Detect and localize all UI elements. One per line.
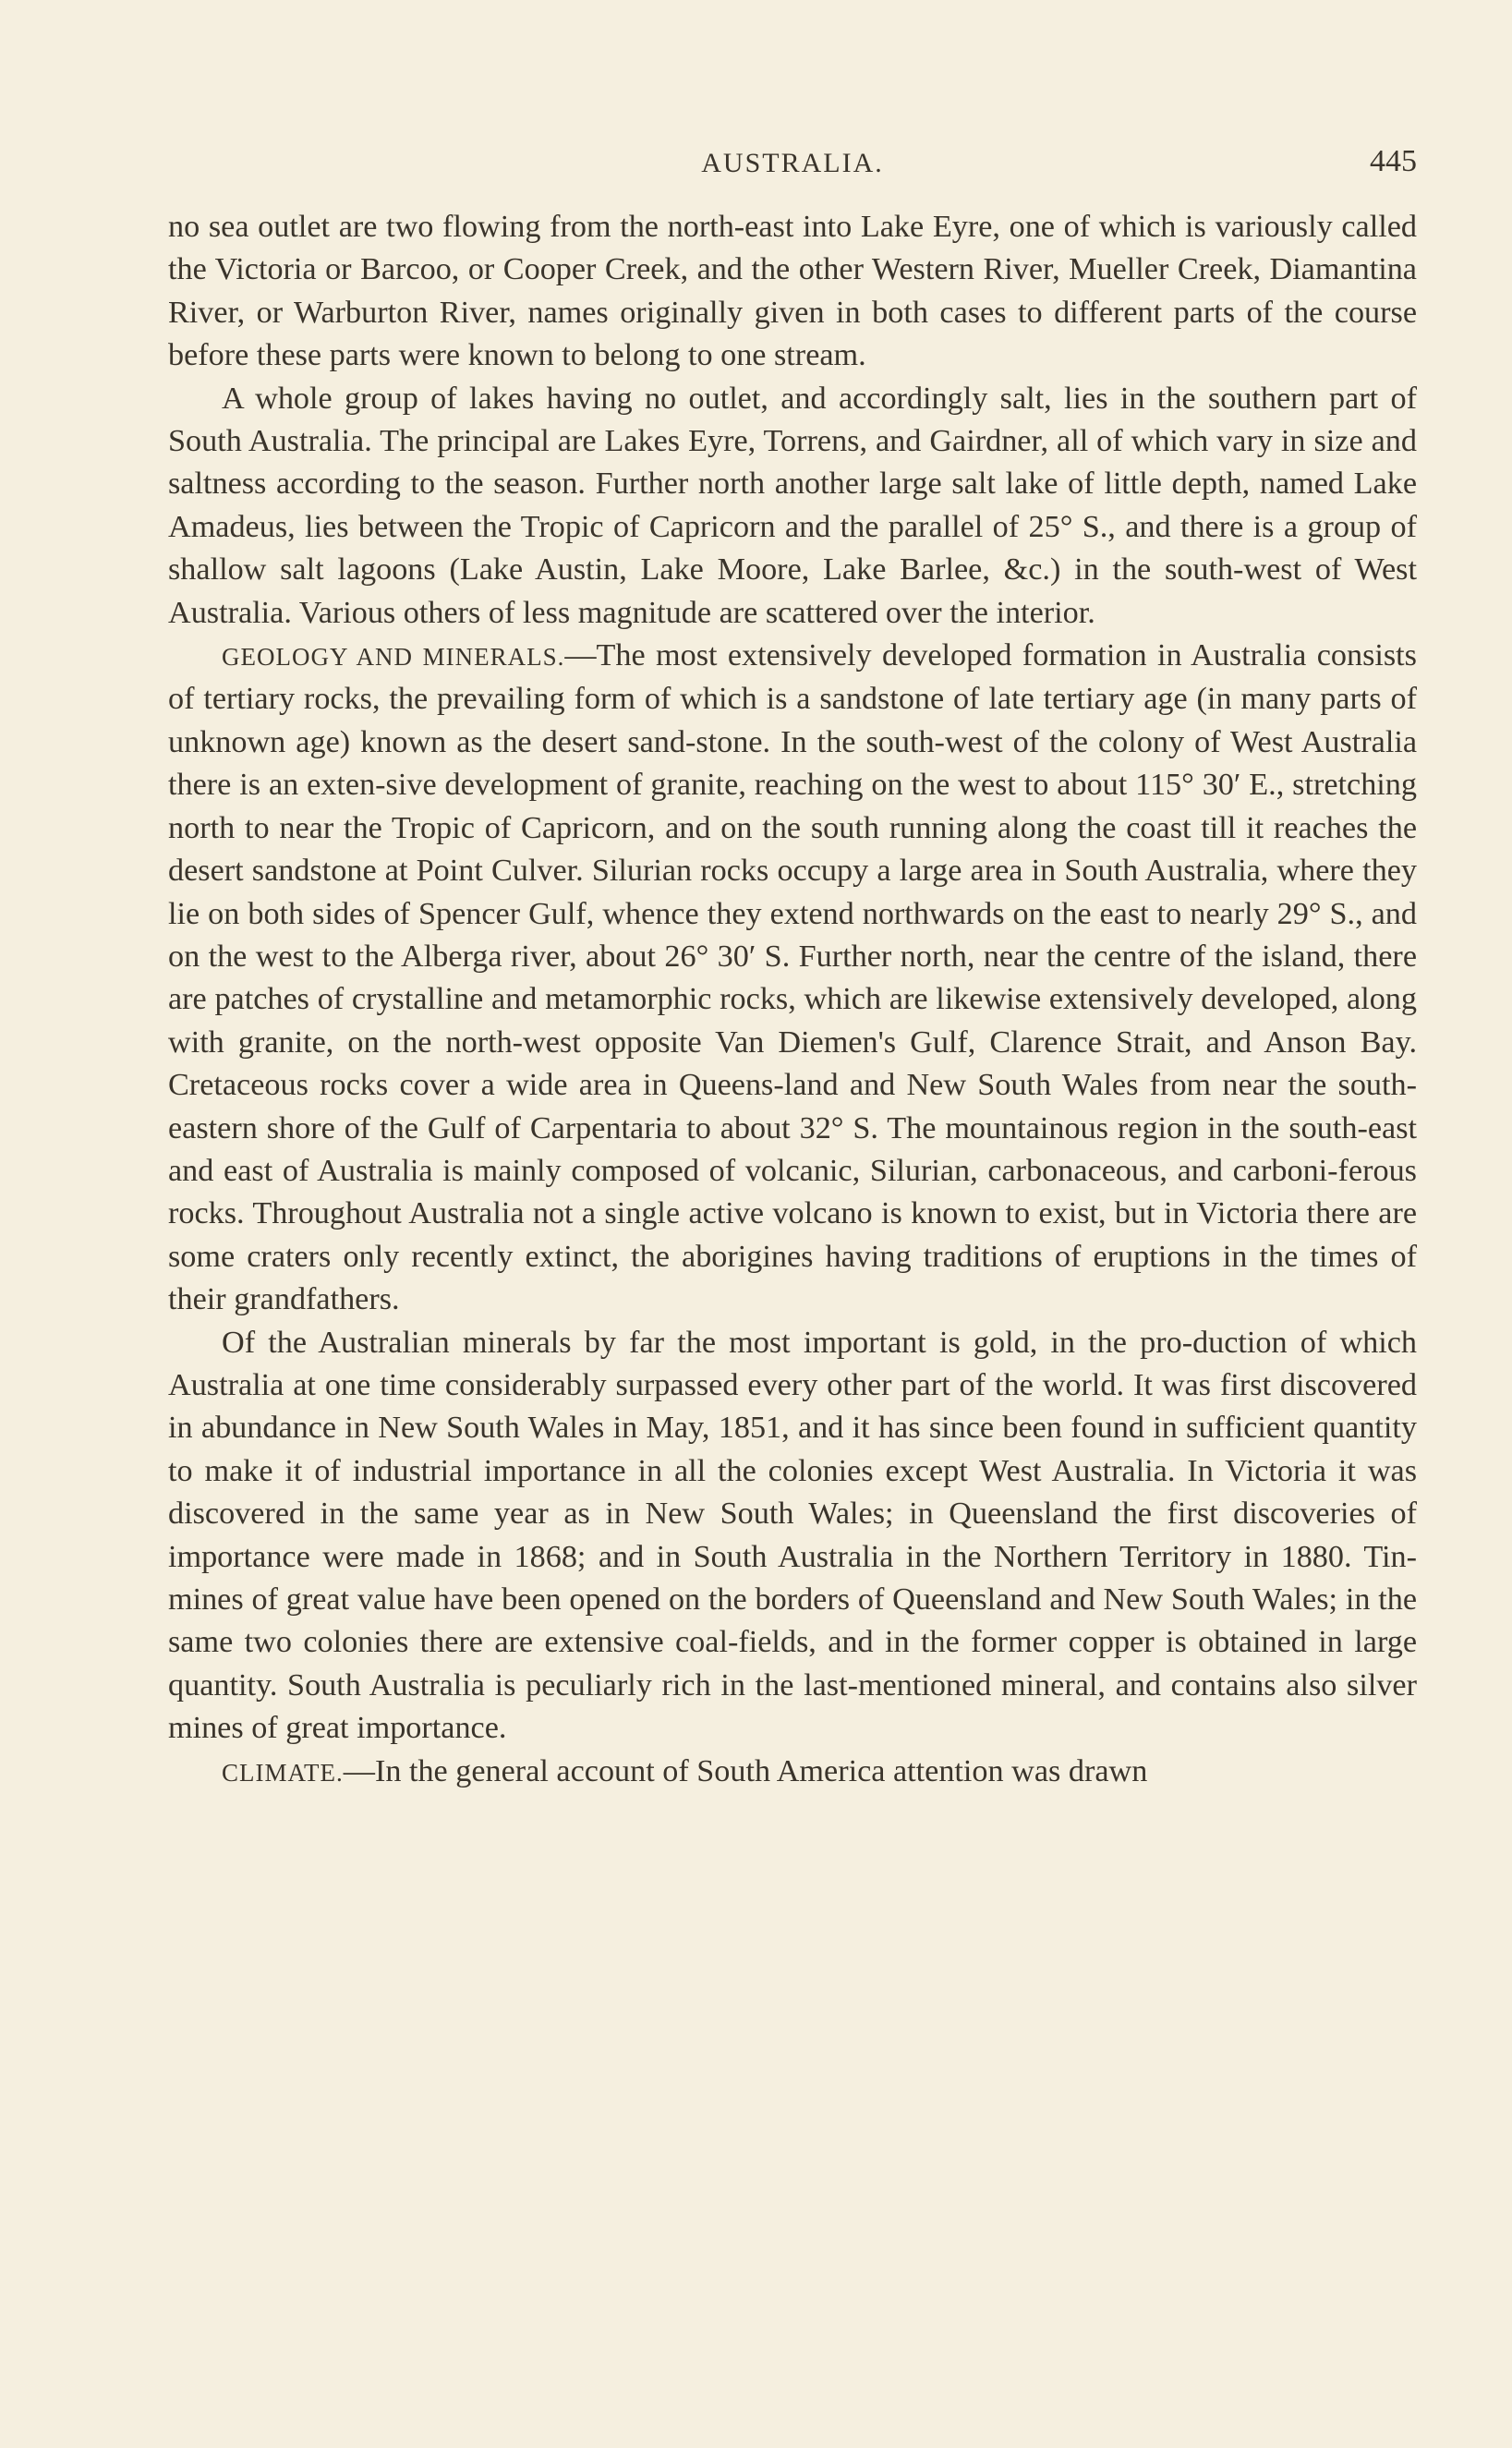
page-number: 445 (1370, 144, 1417, 178)
body-text (168, 206, 1417, 1794)
section-heading-climate: CLIMATE. (222, 1758, 344, 1787)
running-head (168, 144, 1417, 185)
running-title: AUSTRALIA. (701, 148, 884, 178)
paragraph-minerals: Of the Australian minerals by far the most important is gold, in the pro-duction of which Australia at one time considerably surpassed every other part of the world. It was first discovered in abundance in New South Wales in May, 1851, and it has since been found in sufficient quantity to make it of industrial importance in all the colonies except West Australia. In Victoria it was discovered in the same year as in New South Wales; in Queensland the first discoveries of importance were made in 1868; and in South Australia in the Northern Territory in 1880. Tin-mines of great value have been opened on the borders of Queensland and New South Wales; in the same two colonies there are extensive coal-fields, and in the former copper is obtained in large quantity. South Australia is peculiarly rich in the last-mentioned mineral, and contains also silver mines of great importance. (168, 1325, 1417, 1746)
paragraph-geology-text: —The most extensively developed formation in Australia consists of tertiary rocks, the prevailing form of which is a sandstone of late tertiary age (in many parts of unknown age) known as the desert sand-stone. In the south-west of the colony of West Australia there is an exten-sive development of granite, reaching on the west to about 115° 30′ E., stretching north to near the Tropic of Capricorn, and on the south running along the coast till it reaches the desert sandstone at Point Culver. Silurian rocks occupy a large area in South Australia, where they lie on both sides of Spencer Gulf, whence they extend northwards on the east to nearly 29° S., and on the west to the Alberga river, about 26° 30′ S. Further north, near the centre of the island, there are patches of crystalline and metamorphic rocks, which are likewise extensively developed, along with granite, on the north-west opposite Van Diemen's Gulf, Clarence Strait, and Anson Bay. Cretaceous rocks cover a wide area in Queens-land and New South Wales from near the south-eastern shore of the Gulf of Carpentaria to about 32° S. The mountainous region in the south-east and east of Australia is mainly composed of volcanic, Silurian, carbonaceous, and carboni-ferous rocks. Throughout Australia not a single active volcano is known to exist, but in Victoria there are some craters only recently extinct, the aborigines having traditions of eruptions in the times of their grandfathers. (168, 638, 1417, 1317)
paragraph-rivers: no sea outlet are two flowing from the north-east into Lake Eyre, one of which is variously called the Victoria or Barcoo, or Cooper Creek, and the other Western River, Mueller Creek, Diamantina River, or Warburton River, names originally given in both cases to different parts of the course before these parts were known to belong to one stream. (168, 210, 1417, 373)
paragraph-lakes: A whole group of lakes having no outlet, and accordingly salt, lies in the southern part of South Australia. The principal are Lakes Eyre, Torrens, and Gairdner, all of which vary in size and saltness according to the season. Further north another large salt lake of little depth, named Lake Amadeus, lies between the Tropic of Capricorn and the parallel of 25° S., and there is a group of shallow salt lagoons (Lake Austin, Lake Moore, Lake Barlee, &c.) in the south-west of West Australia. Various others of less magnitude are scattered over the interior. (168, 381, 1417, 630)
paragraph-climate (168, 1751, 1417, 1794)
paragraph-climate-text: —In the general account of South America attention was drawn (343, 1753, 1148, 1788)
paragraph-geology (168, 635, 1417, 1322)
section-heading-geology: GEOLOGY AND MINERALS. (222, 643, 565, 672)
